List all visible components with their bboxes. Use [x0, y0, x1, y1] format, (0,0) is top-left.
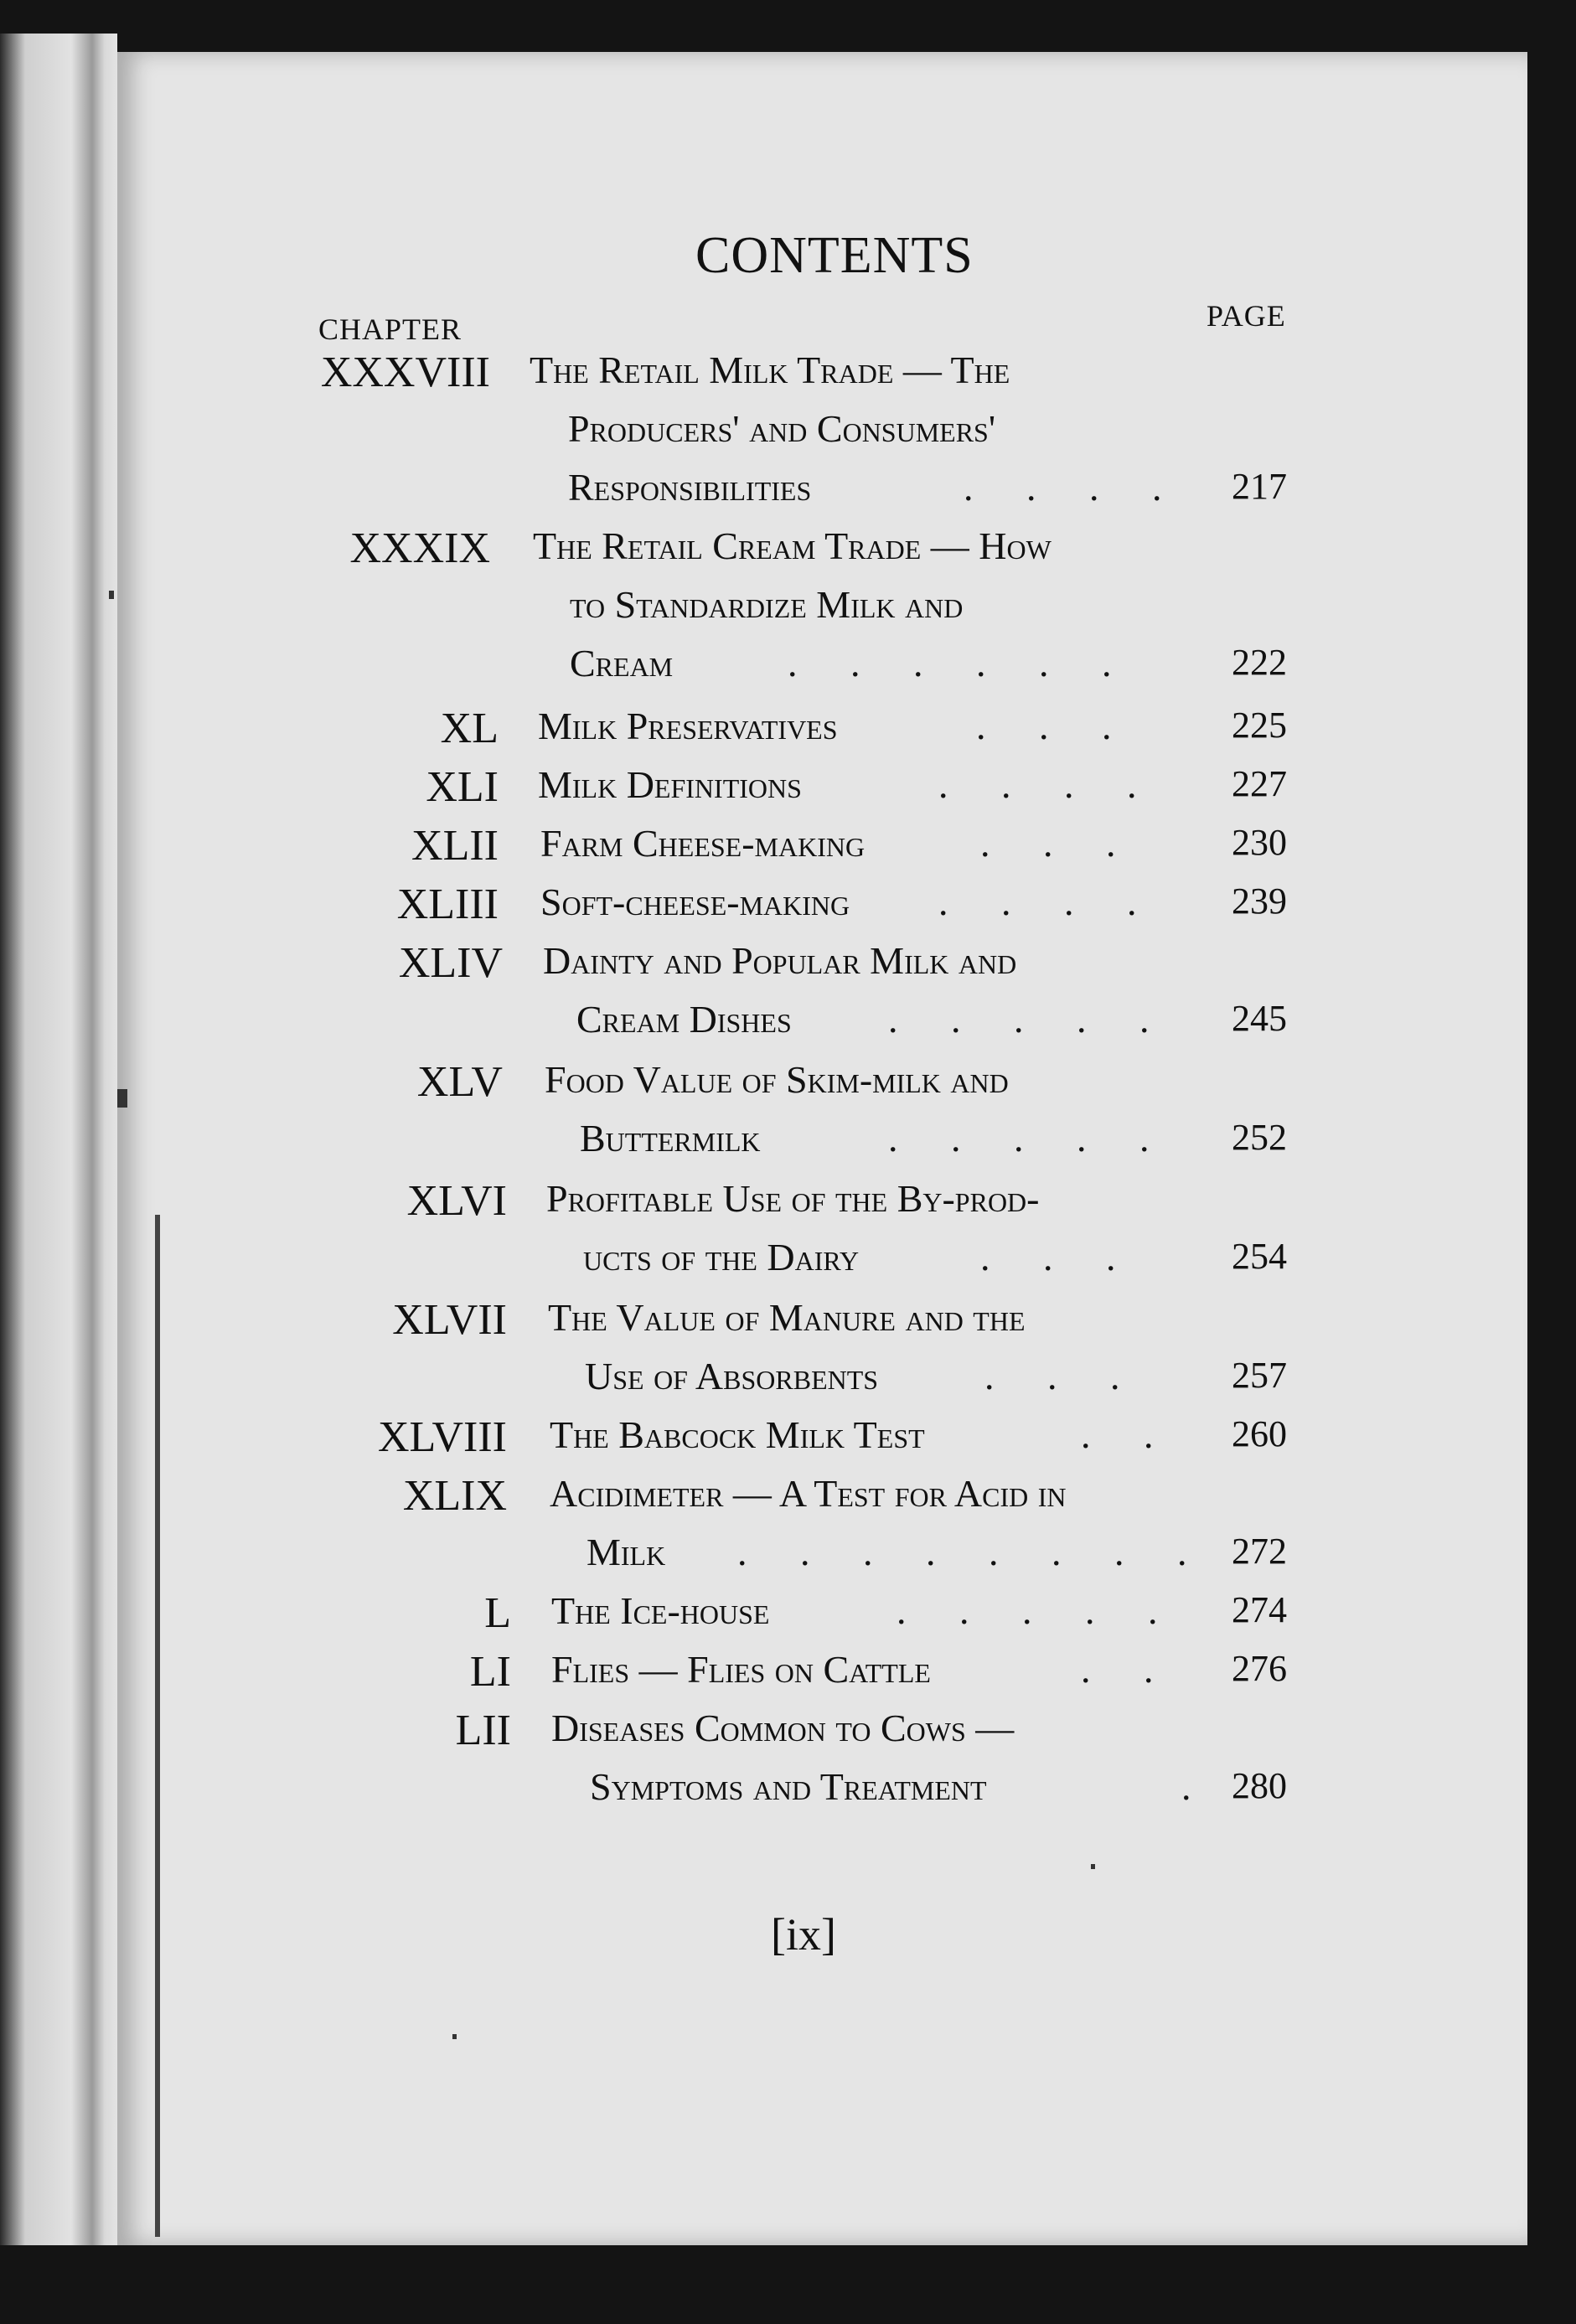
scan-speck — [117, 1089, 127, 1108]
chapter-title-line: Milk Preservatives — [538, 705, 838, 747]
page-number: 276 — [1232, 1648, 1287, 1689]
chapter-title-line: Responsibilities — [568, 466, 812, 509]
leader-dots: . . . — [980, 1236, 1138, 1278]
chapter-title-line: Milk — [586, 1531, 666, 1573]
chapter-number: XXXIX — [349, 524, 490, 572]
chapter-number: XLVI — [406, 1177, 507, 1225]
leader-dots: . . . . — [938, 881, 1159, 923]
chapter-title-line: Use of Absorbents — [585, 1355, 879, 1397]
page-folio: [ix] — [771, 1909, 836, 1960]
page-number: 274 — [1232, 1589, 1287, 1630]
page-number: 225 — [1232, 705, 1287, 746]
leader-dots: . . — [1081, 1648, 1176, 1691]
leader-dots: . . . . . . . . — [737, 1531, 1209, 1573]
chapter-title-line: The Retail Cream Trade — How — [533, 524, 1052, 567]
chapter-title-line: The Babcock Milk Test — [550, 1413, 925, 1456]
chapter-title-line: Producers' and Consumers' — [568, 407, 996, 450]
leader-dots: . . . . — [938, 763, 1159, 806]
chapter-number: LI — [469, 1648, 511, 1696]
scan-speck — [452, 2034, 457, 2039]
scan-speck — [109, 591, 114, 599]
chapter-title-line: Food Value of Skim-milk and — [545, 1058, 1009, 1101]
chapter-title-line: Cream Dishes — [576, 998, 792, 1041]
page-number: 222 — [1232, 642, 1287, 683]
page-number: 272 — [1232, 1531, 1287, 1572]
leader-dots: . . — [1081, 1413, 1176, 1456]
scan-speck — [1091, 1864, 1095, 1869]
chapter-title-line: The Ice-house — [551, 1589, 770, 1632]
leader-dots: . . . . . — [897, 1589, 1180, 1632]
page-number: 257 — [1232, 1355, 1287, 1396]
chapter-title-line: Diseases Common to Cows — — [551, 1707, 1015, 1749]
chapter-title-line: Milk Definitions — [538, 763, 802, 806]
page-column-label: PAGE — [1207, 299, 1286, 333]
chapter-title-line: Symptoms and Treatment — [590, 1765, 987, 1808]
chapter-title-line: Soft-cheese-making — [540, 881, 850, 923]
chapter-number: XLV — [416, 1058, 503, 1106]
chapter-number: XL — [440, 705, 499, 752]
chapter-title-line: Buttermilk — [580, 1117, 761, 1159]
page-number: 245 — [1232, 998, 1287, 1039]
chapter-title-line: Dainty and Popular Milk and — [543, 939, 1017, 982]
chapter-title-line: ucts of the Dairy — [583, 1236, 860, 1278]
chapter-title-line: to Standardize Milk and — [570, 583, 964, 626]
page-number: 230 — [1232, 822, 1287, 863]
chapter-number: XXXVIII — [320, 349, 490, 396]
chapter-title-line: The Retail Milk Trade — The — [530, 349, 1010, 391]
chapter-number: LII — [455, 1707, 511, 1754]
page-number: 280 — [1232, 1765, 1287, 1806]
page-number: 239 — [1232, 881, 1287, 922]
leader-dots: . . . . . . — [788, 642, 1134, 684]
chapter-number: XLI — [426, 763, 499, 811]
chapter-number: XLIV — [398, 939, 503, 987]
chapter-title-line: Profitable Use of the By-prod- — [546, 1177, 1040, 1220]
chapter-title-line: Flies — Flies on Cattle — [551, 1648, 931, 1691]
chapter-number: L — [484, 1589, 511, 1637]
page-number: 260 — [1232, 1413, 1287, 1454]
chapter-number: XLIX — [402, 1472, 507, 1520]
page-number: 227 — [1232, 763, 1287, 804]
leader-dots: . . . . . — [888, 1117, 1171, 1159]
leader-dots: . . . — [980, 822, 1138, 865]
leader-dots: . . . — [976, 705, 1134, 747]
chapter-title-line: The Value of Manure and the — [548, 1296, 1026, 1339]
page-number: 254 — [1232, 1236, 1287, 1277]
page-number: 217 — [1232, 466, 1287, 507]
chapter-number: XLII — [411, 822, 499, 870]
chapter-number: XLVIII — [377, 1413, 507, 1461]
chapter-title-line: Farm Cheese-making — [540, 822, 866, 865]
leader-dots: . — [1181, 1765, 1213, 1808]
leader-dots: . . . . — [964, 466, 1184, 509]
leader-dots: . . . — [984, 1355, 1142, 1397]
page-number: 252 — [1232, 1117, 1287, 1158]
chapter-number: XLVII — [392, 1296, 507, 1344]
chapter-number: XLIII — [396, 881, 499, 928]
chapter-column-label: CHAPTER — [318, 312, 462, 346]
chapter-title-line: Cream — [570, 642, 674, 684]
leader-dots: . . . . . — [888, 998, 1171, 1041]
chapter-title-line: Acidimeter — A Test for Acid in — [550, 1472, 1067, 1515]
contents-heading: CONTENTS — [695, 227, 974, 284]
